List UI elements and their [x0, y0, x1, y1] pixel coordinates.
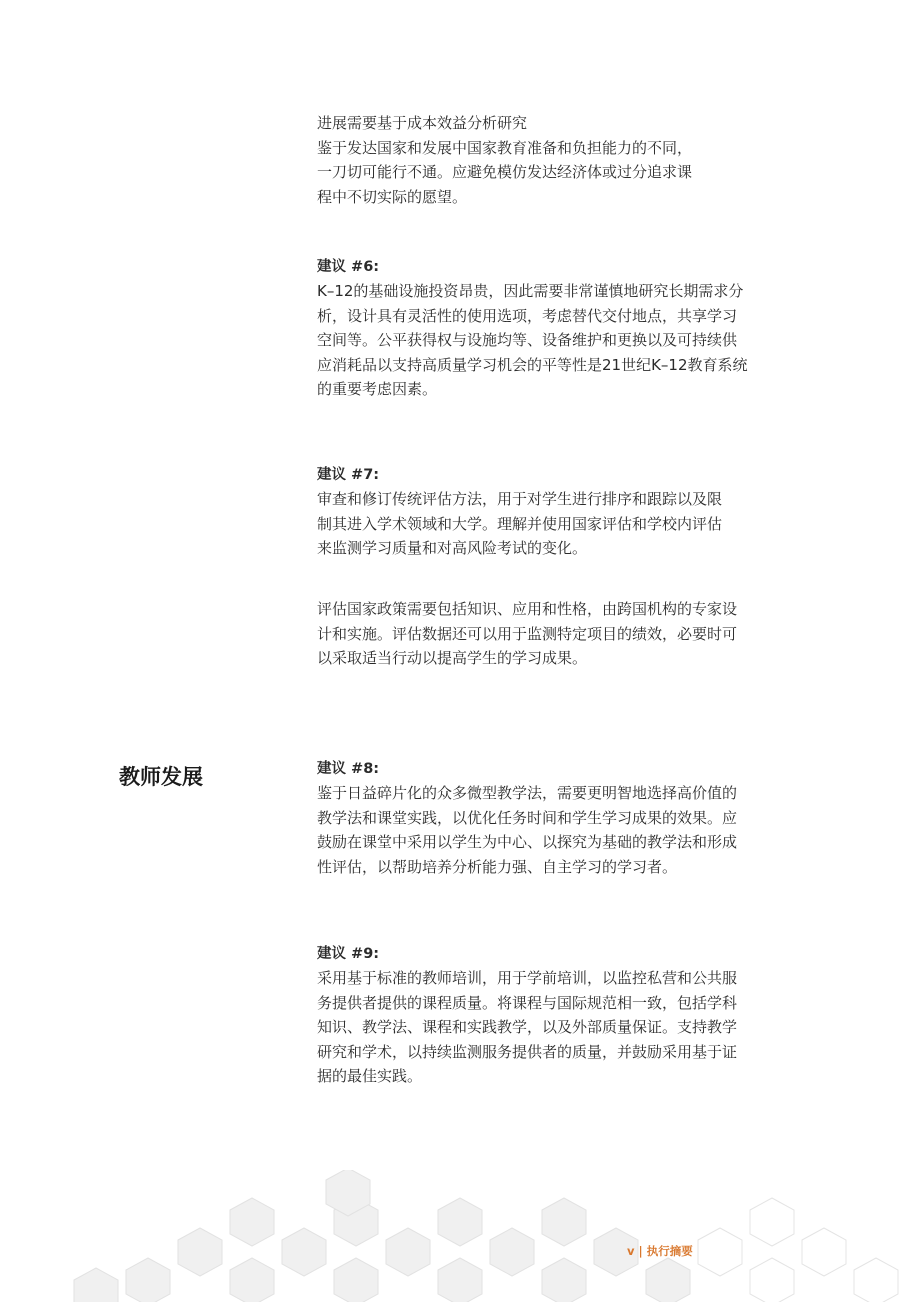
assessment-line: 以采取适当行动以提高学生的学习成果。 — [317, 649, 588, 667]
recommendation-6-line: 析，设计具有灵活性的使用选项，考虑替代交付地点，共享学习 — [317, 306, 738, 325]
page-number: v — [627, 1244, 635, 1258]
recommendation-6-line: K–12的基础设施投资昂贵，因此需要非常谨慎地研究长期需求分 — [317, 282, 744, 300]
recommendation-7-heading: 建议 #7: — [317, 467, 380, 483]
recommendation-7 — [317, 463, 802, 561]
section-title-teacher-development: 教师发展 — [119, 765, 203, 789]
recommendation-9-line: 研究和学术，以持续监测服务提供者的质量，并鼓励采用基于证 — [317, 1042, 738, 1061]
recommendation-6-line: 应消耗品以支持高质量学习机会的平等性是21世纪K–12教育系统 — [317, 355, 748, 374]
recommendation-7-line: 制其进入学术领域和大学。理解并使用国家评估和学校内评估 — [317, 514, 723, 533]
recommendation-8-line: 性评估，以帮助培养分析能力强、自主学习的学习者。 — [317, 857, 678, 876]
recommendation-8-line: 教学法和课堂实践，以优化任务时间和学生学习成果的效果。应 — [317, 808, 738, 827]
footer-section-label: 执行摘要 — [646, 1244, 693, 1258]
recommendation-9-line: 采用基于标准的教师培训，用于学前培训，以监控私营和公共服 — [317, 969, 738, 987]
intro-line: 进展需要基于成本效益分析研究 — [317, 114, 528, 132]
recommendation-8-heading: 建议 #8: — [317, 761, 380, 777]
recommendation-6-line: 的重要考虑因素。 — [317, 380, 438, 398]
intro-line: 一刀切可能行不通。应避免模仿发达经济体或过分追求课 — [317, 163, 693, 181]
recommendation-9-heading: 建议 #9: — [317, 946, 380, 962]
recommendation-7-line: 审查和修订传统评估方法，用于对学生进行排序和跟踪以及限 — [317, 490, 723, 508]
recommendation-9-line: 知识、教学法、课程和实践教学，以及外部质量保证。支持教学 — [317, 1018, 738, 1036]
recommendation-9-line: 务提供者提供的课程质量。将课程与国际规范相一致，包括学科 — [317, 993, 738, 1012]
recommendation-8 — [317, 757, 802, 879]
recommendation-9-line: 据的最佳实践。 — [317, 1067, 423, 1085]
assessment-paragraph — [317, 597, 802, 671]
recommendation-8-line: 鼓励在课堂中采用以学生为中心、以探究为基础的教学法和形成 — [317, 833, 738, 851]
intro-line: 鉴于发达国家和发展中国家教育准备和负担能力的不同， — [317, 138, 693, 157]
intro-line: 程中不切实际的愿望。 — [317, 187, 468, 206]
recommendation-6-heading: 建议 #6: — [317, 259, 380, 275]
footer-separator: | — [634, 1244, 647, 1258]
recommendation-7-line: 来监测学习质量和对高风险考试的变化。 — [317, 539, 588, 557]
recommendation-9 — [317, 942, 802, 1089]
recommendation-8-line: 鉴于日益碎片化的众多微型教学法，需要更明智地选择高价值的 — [317, 784, 738, 802]
recommendation-6 — [317, 255, 802, 402]
assessment-line: 评估国家政策需要包括知识、应用和性格，由跨国机构的专家设 — [317, 600, 738, 618]
intro-paragraph — [317, 111, 802, 209]
page-footer — [627, 1243, 693, 1259]
hexagon-pattern-decoration — [0, 1170, 920, 1302]
recommendation-6-line: 空间等。公平获得权与设施均等、设备维护和更换以及可持续供 — [317, 331, 738, 349]
assessment-line: 计和实施。评估数据还可以用于监测特定项目的绩效，必要时可 — [317, 624, 738, 643]
